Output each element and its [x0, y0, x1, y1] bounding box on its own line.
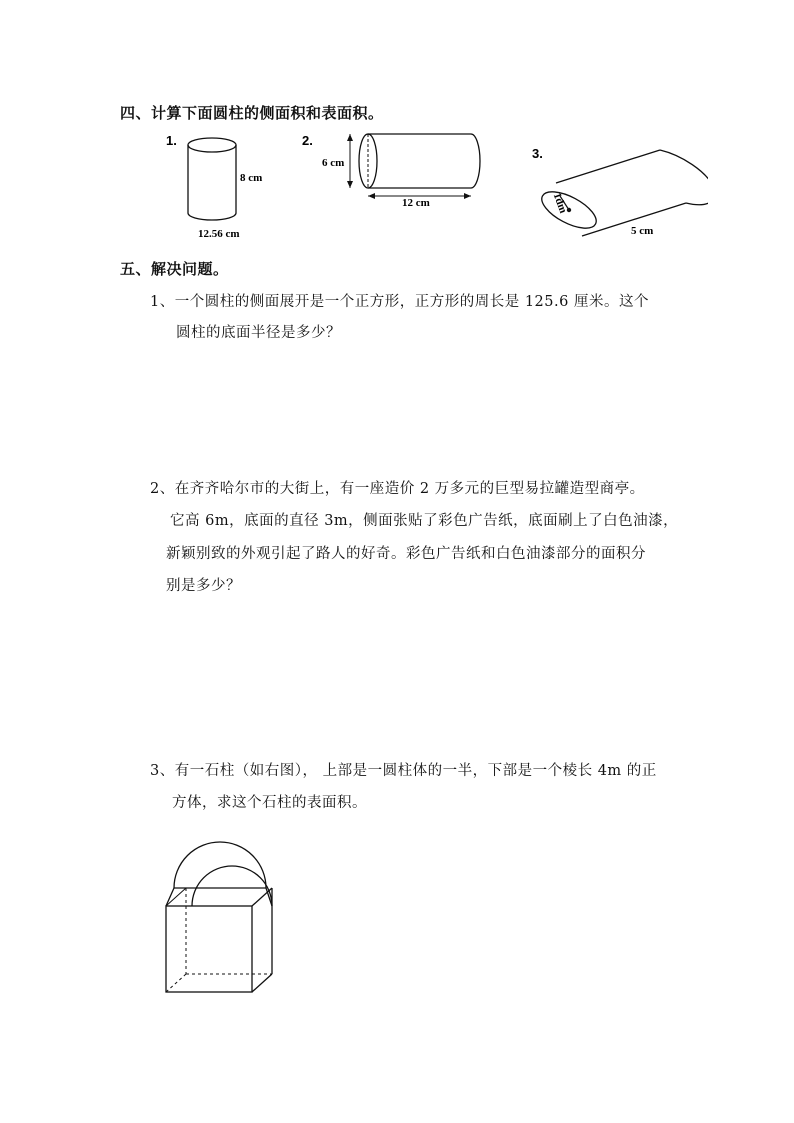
- cylinder-figure-2: [298, 130, 488, 212]
- figure-3-length-label: 5 cm: [631, 225, 654, 237]
- problem-3-line-2: 方体，求这个石柱的表面积。: [172, 795, 367, 811]
- figure-1-base-label: 12.56 cm: [198, 228, 240, 240]
- figure-3-label: 3.: [532, 146, 543, 161]
- figure-3-radius-label: 1dm: [550, 191, 570, 215]
- figure-2-length-label: 12 cm: [402, 197, 430, 209]
- figure-2-label: 2.: [302, 133, 313, 148]
- section-5-heading: 五、解决问题。: [120, 260, 229, 278]
- figure-1-label: 1.: [166, 133, 177, 148]
- cylinder-figure-1: [160, 128, 280, 243]
- section-4-heading: 四、计算下面圆柱的侧面积和表面积。: [120, 104, 384, 122]
- figure-1-height-label: 8 cm: [240, 172, 263, 184]
- problem-2-line-1: 2、在齐齐哈尔市的大街上，有一座造价 2 万多元的巨型易拉罐造型商亭。: [150, 481, 645, 497]
- figure-2-height-label: 6 cm: [322, 157, 345, 169]
- problem-2-line-2: 它高 6m，底面的直径 3m，侧面张贴了彩色广告纸，底面刷上了白色油漆，: [170, 513, 679, 529]
- problem-1-line-2: 圆柱的底面半径是多少？: [176, 325, 341, 341]
- cylinder-figure-3: [528, 138, 708, 248]
- problem-1-line-1: 1、一个圆柱的侧面展开是一个正方形，正方形的周长是 125.6 厘米。这个: [150, 294, 649, 310]
- problem-2-line-3: 新颖别致的外观引起了路人的好奇。彩色广告纸和白色油漆部分的面积分: [166, 546, 646, 562]
- problem-3-line-1: 3、有一石柱（如右图）， 上部是一圆柱体的一半，下部是一个棱长 4m 的正: [150, 763, 657, 779]
- problem-2-line-4: 别是多少？: [166, 578, 241, 594]
- stone-pillar-figure: [160, 836, 290, 996]
